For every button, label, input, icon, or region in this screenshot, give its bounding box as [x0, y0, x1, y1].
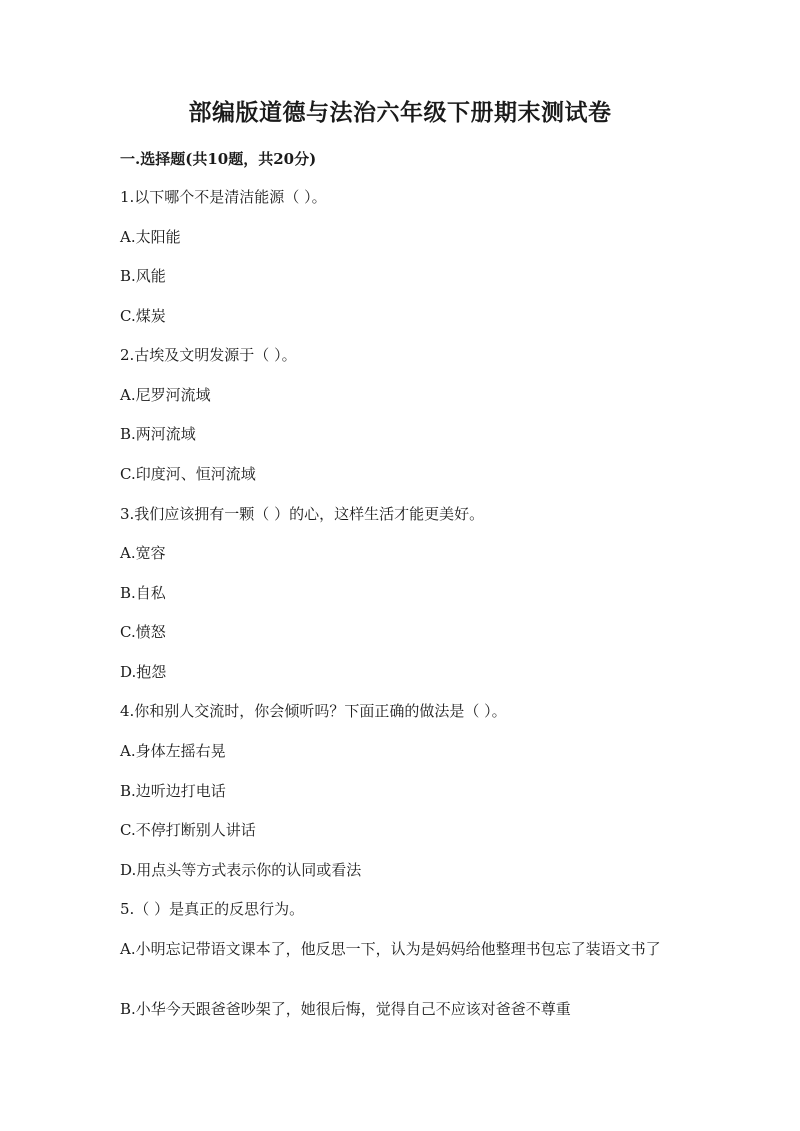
question-3-stem: 3.我们应该拥有一颗（ ）的心，这样生活才能更美好。: [120, 505, 485, 523]
question-4-option-d: D.用点头等方式表示你的认同或看法: [120, 861, 362, 879]
question-5-option-b: B.小华今天跟爸爸吵架了，她很后悔，觉得自己不应该对爸爸不尊重: [120, 1000, 571, 1018]
question-3-option-d: D.抱怨: [120, 663, 167, 681]
question-1-option-c: C.煤炭: [120, 307, 166, 325]
question-3-option-c: C.愤怒: [120, 623, 166, 641]
question-5-option-a: A.小明忘记带语文课本了，他反思一下，认为是妈妈给他整理书包忘了装语文书了: [120, 940, 661, 958]
question-5-stem: 5.（ ）是真正的反思行为。: [120, 900, 305, 918]
question-2-stem: 2.古埃及文明发源于（ ）。: [120, 346, 297, 364]
question-2-option-c: C.印度河、恒河流域: [120, 465, 256, 483]
question-1-option-b: B.风能: [120, 267, 166, 285]
question-4-option-b: B.边听边打电话: [120, 782, 226, 800]
question-4-stem: 4.你和别人交流时，你会倾听吗？下面正确的做法是（ ）。: [120, 702, 507, 720]
question-4-option-c: C.不停打断别人讲话: [120, 821, 256, 839]
question-1-option-a: A.太阳能: [120, 228, 181, 246]
question-2-option-b: B.两河流域: [120, 425, 196, 443]
section-heading: 一.选择题(共10题，共20分): [120, 150, 317, 168]
question-1-stem: 1.以下哪个不是清洁能源（ ）。: [120, 188, 327, 206]
question-3-option-a: A.宽容: [120, 544, 166, 562]
question-4-option-a: A.身体左摇右晃: [120, 742, 226, 760]
document-title: 部编版道德与法治六年级下册期末测试卷: [188, 99, 612, 126]
question-3-option-b: B.自私: [120, 584, 166, 602]
question-2-option-a: A.尼罗河流域: [120, 386, 211, 404]
